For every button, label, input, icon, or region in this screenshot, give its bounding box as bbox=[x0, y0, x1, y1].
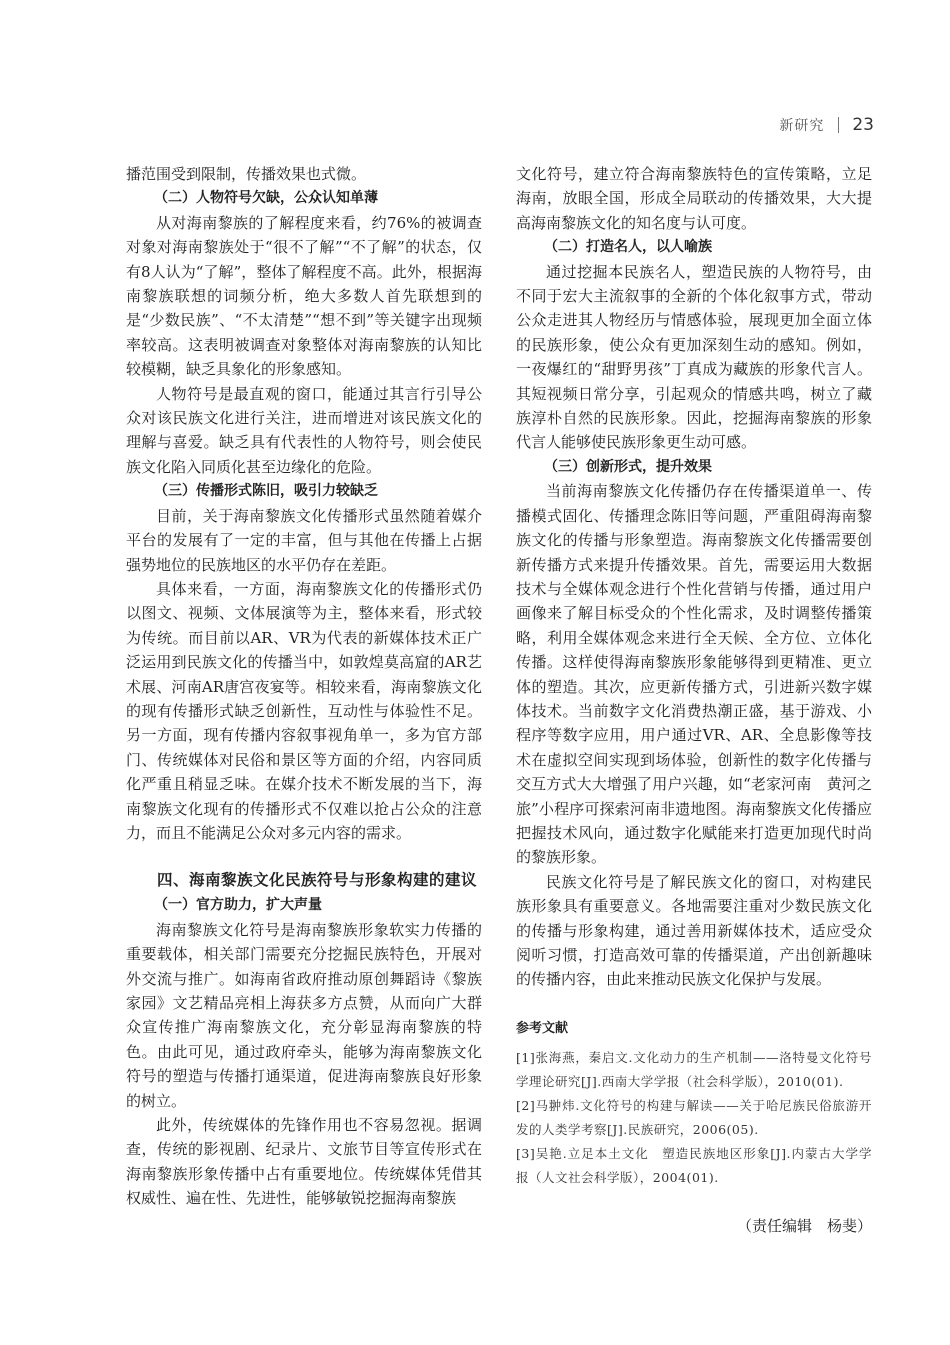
paragraph: 通过挖掘本民族名人，塑造民族的人物符号，由不同于宏大主流叙事的全新的个体化叙事方式，带动公众走进其人物经历与情感体验，展现更加全面立体的民族形象，使公众有更加深刻生动的感知。例如，一夜爆红的“甜野男孩”丁真成为藏族的形象代言人。其短视频日常分享，引起观众的情感共鸣，树立了藏族淳朴自然的民族形象。因此，挖掘海南黎族的形象代言人能够使民族形象更生动可感。 bbox=[516, 262, 872, 452]
references-title: 参考文献 bbox=[516, 1020, 569, 1036]
header-divider bbox=[838, 117, 839, 133]
subheading: （三）创新形式，提升效果 bbox=[544, 458, 712, 475]
paragraph: 文化符号，建立符合海南黎族特色的宣传策略，立足海南，放眼全国，形成全局联动的传播效果，大大提高海南黎族文化的知名度与认可度。 bbox=[516, 165, 872, 232]
subheading: （二）人物符号欠缺，公众认知单薄 bbox=[154, 190, 378, 207]
section-label: 新研究 bbox=[779, 118, 825, 134]
subheading: （三）传播形式陈旧，吸引力较缺乏 bbox=[154, 483, 378, 500]
section-heading: 四、海南黎族文化民族符号与形象构建的建议 bbox=[157, 871, 478, 890]
reference-item: [2]马翀炜.文化符号的构建与解读——关于哈尼族民俗旅游开发的人类学考察[J].民族研究，2006(05). bbox=[516, 1097, 872, 1137]
reference-item: [1]张海燕，秦启文.文化动力的生产机制——洛特曼文化符号学理论研究[J].西南大学学报（社会科学版），2010(01). bbox=[516, 1049, 872, 1089]
paragraph: 从对海南黎族的了解程度来看，约76%的被调查对象对海南黎族处于“很不了解”“不了解”的状态，仅有8人认为“了解”，整体了解程度不高。此外，根据海南黎族联想的词频分析，绝大多数人首先联想到的是“少数民族”、“不太清楚”“想不到”等关键字出现频率较高。这表明被调查对象整体对海南黎族的认知比较模糊，缺乏具象化的形象感知。 bbox=[126, 213, 482, 379]
subheading: （二）打造名人，以人喻族 bbox=[544, 239, 712, 256]
running-header bbox=[779, 113, 874, 137]
subheading: （一）官方助力，扩大声量 bbox=[154, 897, 322, 914]
paragraph: 海南黎族文化符号是海南黎族形象软实力传播的重要载体，相关部门需要充分挖掘民族特色，开展对外交流与推广。如海南省政府推动原创舞蹈诗《黎族家园》文艺精品亮相上海获多方点赞，从而向广大群众宣传推广海南黎族文化，充分彰显海南黎族的特色。由此可见，通过政府牵头，能够为海南黎族文化符号的塑造与传播打通渠道，促进海南黎族良好形象的树立。 bbox=[126, 920, 482, 1110]
paragraph: 具体来看，一方面，海南黎族文化的传播形式仍以图文、视频、文体展演等为主，整体来看，形式较为传统。而目前以AR、VR为代表的新媒体技术正广泛运用到民族文化的传播当中，如敦煌莫高窟的AR艺术展、河南AR唐宫夜宴等。相较来看，海南黎族文化的现有传播形式缺乏创新性，互动性与体验性不足。另一方面，现有传播内容叙事视角单一，多为官方部门、传统媒体对民俗和景区等方面的介绍，内容同质化严重且稍显乏味。在媒介技术不断发展的当下，海南黎族文化现有的传播形式不仅难以抢占公众的注意力，而且不能满足公众对多元内容的需求。 bbox=[126, 579, 482, 842]
paragraph: 播范围受到限制，传播效果也式微。 bbox=[126, 165, 367, 183]
paragraph: 目前，关于海南黎族文化传播形式虽然随着媒介平台的发展有了一定的丰富，但与其他在传播上占据强势地位的民族地区的水平仍存在差距。 bbox=[126, 506, 482, 574]
page-number: 23 bbox=[852, 115, 874, 135]
editor-credit: （责任编辑 杨斐） bbox=[736, 1216, 872, 1235]
paragraph: 当前海南黎族文化传播仍存在传播渠道单一、传播模式固化、传播理念陈旧等问题，严重阻碍海南黎族文化的传播与形象塑造。海南黎族文化传播需要创新传播方式来提升传播效果。首先，需要运用大数据技术与全媒体观念进行个性化营销与传播，通过用户画像来了解目标受众的个性化需求，及时调整传播策略，利用全媒体观念来进行全天候、全方位、立体化传播。这样使得海南黎族形象能够得到更精准、更立体的塑造。其次，应更新传播方式，引进新兴数字媒体技术。当前数字文化消费热潮正盛，基于游戏、小程序等数字应用，用户通过VR、AR、全息影像等技术在虚拟空间实现到场体验，创新性的数字化传播与交互方式大大增强了用户兴趣，如“老家河南 黄河之旅”小程序可探索河南非遗地图。海南黎族文化传播应把握技术风向，通过数字化赋能来打造更加现代时尚的黎族形象。 bbox=[516, 482, 872, 867]
right-column bbox=[516, 162, 872, 1238]
left-column bbox=[126, 162, 482, 1211]
reference-item: [3]吴艳.立足本土文化 塑造民族地区形象[J].内蒙古大学学报（人文社会科学版），2004(01). bbox=[516, 1145, 872, 1185]
paragraph: 民族文化符号是了解民族文化的窗口，对构建民族形象具有重要意义。各地需要注重对少数民族文化的传播与形象构建，通过善用新媒体技术，适应受众阅听习惯，打造高效可靠的传播渠道，产出创新趣味的传播内容，由此来推动民族文化保护与发展。 bbox=[516, 872, 872, 989]
paragraph: 此外，传统媒体的先锋作用也不容易忽视。据调查，传统的影视剧、纪录片、文旅节目等宣传形式在海南黎族形象传播中占有重要地位。传统媒体凭借其权威性、遍在性、先进性，能够敏锐挖掘海南黎族 bbox=[126, 1116, 482, 1208]
paragraph: 人物符号是最直观的窗口，能通过其言行引导公众对该民族文化进行关注，进而增进对该民族文化的理解与喜爱。缺乏具有代表性的人物符号，则会使民族文化陷入同质化甚至边缘化的危险。 bbox=[126, 384, 482, 476]
